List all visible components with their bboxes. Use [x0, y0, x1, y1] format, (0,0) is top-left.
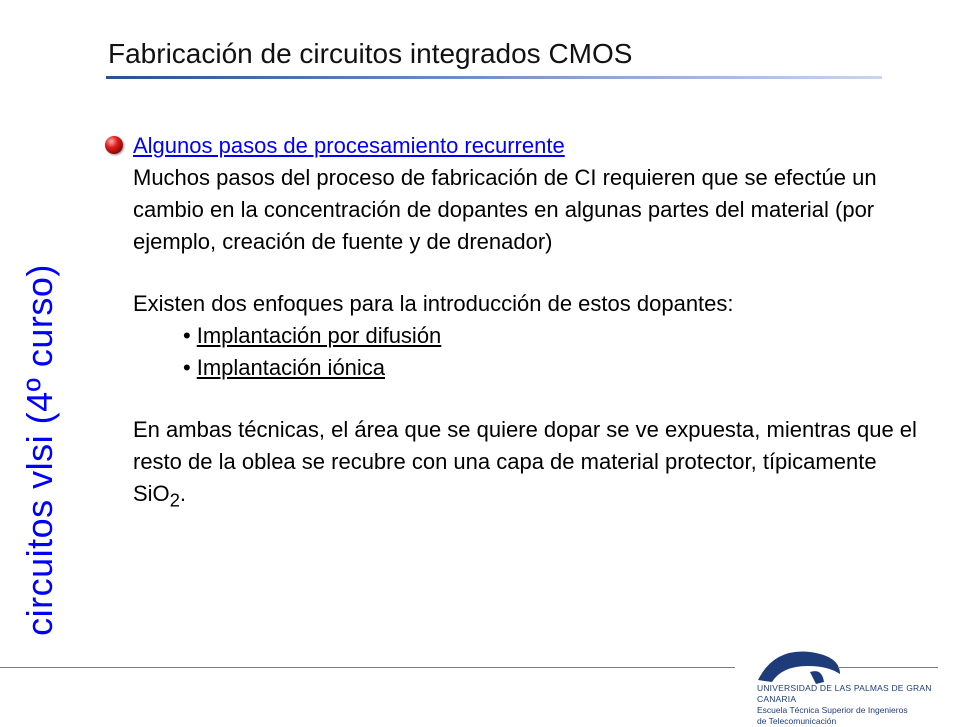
logo-line-3: de Telecomunicación [757, 716, 837, 726]
slide-content [133, 130, 933, 516]
logo-line-2: Escuela Técnica Superior de Ingenieros [757, 705, 908, 715]
logo-line-1: UNIVERSIDAD DE LAS PALMAS DE GRAN CANARIA [757, 683, 932, 704]
heading-link[interactable]: Algunos pasos de procesamiento recurrente [133, 133, 565, 158]
paragraph-3-subscript: 2 [169, 489, 180, 511]
title-underline [106, 76, 882, 79]
list-item [183, 352, 933, 384]
spacer [133, 258, 933, 288]
logo-rule [838, 667, 938, 668]
slide-title: Fabricación de circuitos integrados CMOS [108, 38, 633, 69]
side-title-container [8, 240, 72, 660]
bullet-dot-icon: • [183, 323, 191, 348]
bullet-ball-icon [105, 136, 123, 154]
paragraph-3-text: En ambas técnicas, el área que se quiere dopar se ve expuesta, mientras que el resto de la oblea se recubre con una capa de material protector, típicamente SiO [133, 417, 917, 506]
list-item [183, 320, 933, 352]
paragraph-3 [133, 414, 933, 516]
paragraph-1: Muchos pasos del proceso de fabricación de CI requieren que se efectúe un cambio en la concentración de dopantes en algunas partes del material (por ejemplo, creación de fuente y de drenador) [133, 165, 877, 254]
logo-text [757, 683, 960, 727]
paragraph-2: Existen dos enfoques para la introducción de estos dopantes: [133, 291, 734, 316]
sub-list [133, 320, 933, 384]
spacer [133, 384, 933, 414]
footer-rule [0, 667, 735, 668]
list-item-text: Implantación por difusión [196, 323, 442, 348]
paragraph-3-end: . [179, 481, 187, 506]
list-item-text: Implantación iónica [196, 355, 386, 380]
side-title: circuitos vlsi (4º curso) [19, 264, 60, 636]
bullet-dot-icon: • [183, 355, 191, 380]
